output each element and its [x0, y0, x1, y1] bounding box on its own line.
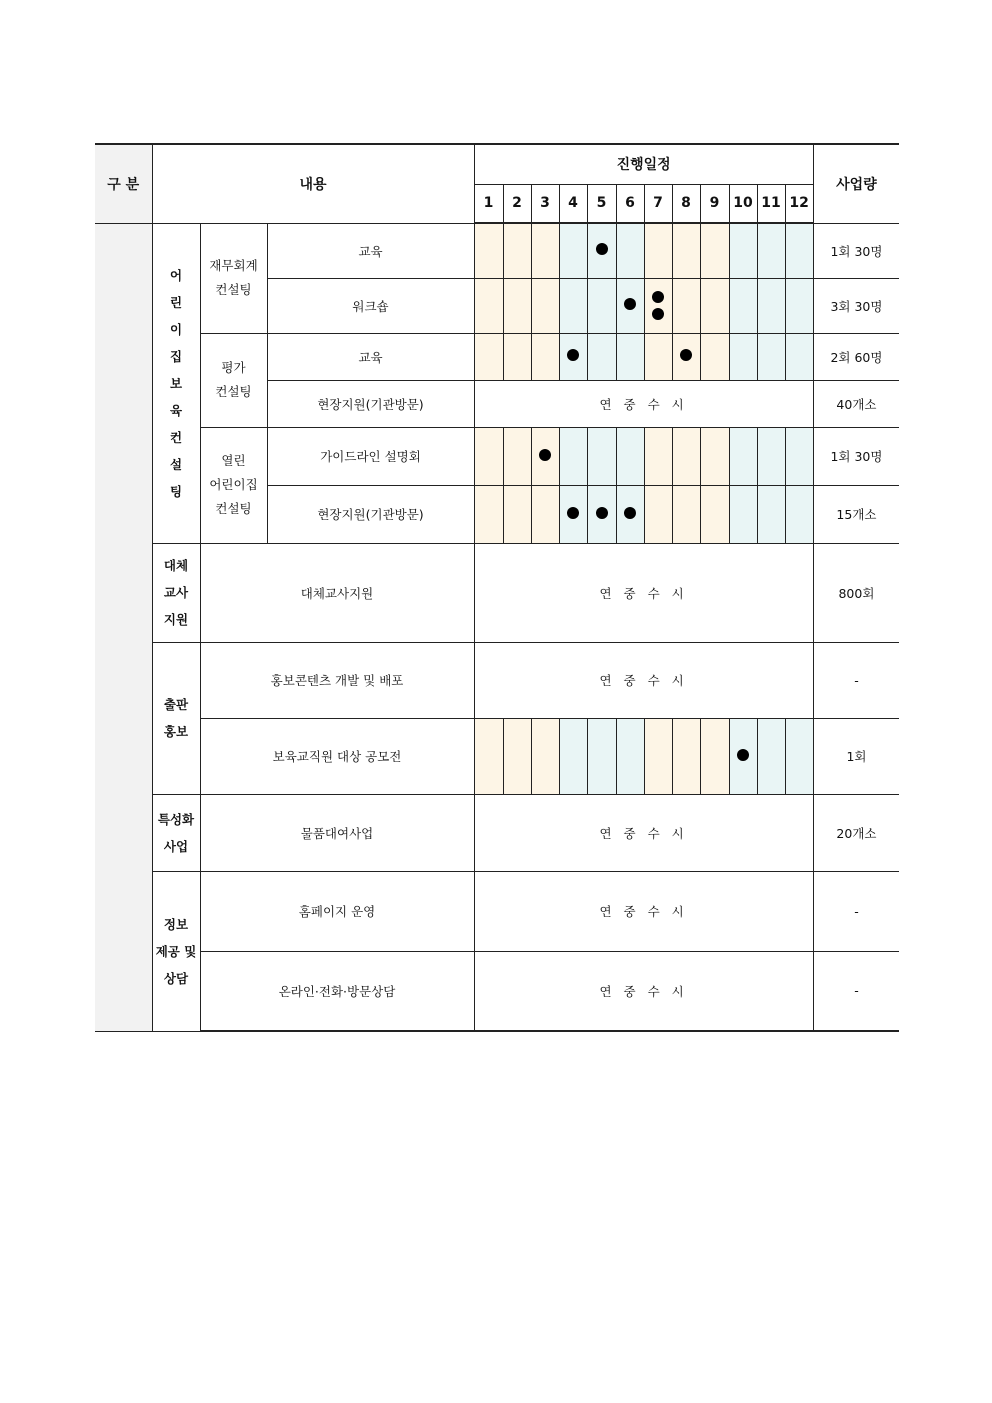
month-cell-1 — [474, 718, 503, 794]
schedule-dot-icon — [652, 291, 664, 303]
month-cell-3 — [531, 718, 559, 794]
header-schedule: 진행일정 — [474, 144, 813, 184]
table-row — [95, 543, 899, 642]
section-label-publish-line: 홍보 — [163, 724, 189, 739]
month-cell-12 — [785, 427, 813, 485]
schedule-dot-icon — [596, 243, 608, 255]
table-row — [95, 718, 899, 794]
row-content: 홈페이지 운영 — [200, 871, 474, 951]
row-amount: - — [813, 642, 899, 718]
group-eval-consulting: 평가 컨설팅 — [200, 333, 267, 427]
month-cell-7 — [644, 223, 672, 278]
month-cell-10 — [729, 278, 757, 333]
month-cell-12 — [785, 333, 813, 380]
row-amount: 1회 30명 — [813, 427, 899, 485]
month-cell-7 — [644, 427, 672, 485]
row-amount: 800회 — [813, 543, 899, 642]
table-row — [95, 333, 899, 380]
section-label-consulting-line: 어 — [169, 267, 183, 283]
month-cell-12 — [785, 718, 813, 794]
month-cell-7 — [644, 485, 672, 543]
section-label-substitute-line: 대체 — [163, 558, 189, 573]
section-label-consulting-line: 컨 — [169, 429, 183, 445]
month-cell-6 — [616, 278, 644, 333]
schedule-dot-icon — [539, 449, 551, 461]
month-cell-3 — [531, 333, 559, 380]
month-cell-10 — [729, 333, 757, 380]
month-cell-10 — [729, 427, 757, 485]
month-cell-3 — [531, 278, 559, 333]
month-cell-4 — [559, 718, 587, 794]
month-cell-3 — [531, 427, 559, 485]
month-header-2: 2 — [503, 184, 531, 223]
month-header-6: 6 — [616, 184, 644, 223]
month-cell-11 — [757, 278, 785, 333]
row-amount: 40개소 — [813, 380, 899, 427]
section-label-publish — [152, 642, 200, 794]
section-label-consulting-line: 육 — [169, 402, 183, 418]
month-header-12: 12 — [785, 184, 813, 223]
row-content: 온라인·전화·방문상담 — [200, 951, 474, 1031]
schedule-year-round: 연 중 수 시 — [474, 543, 813, 642]
month-cell-9 — [700, 333, 729, 380]
row-content: 현장지원(기관방문) — [267, 485, 474, 543]
month-cell-6 — [616, 427, 644, 485]
row-amount: 1회 30명 — [813, 223, 899, 278]
month-cell-3 — [531, 485, 559, 543]
header-amount: 사업량 — [813, 144, 899, 223]
row-amount: - — [813, 871, 899, 951]
section-label-substitute-line: 지원 — [163, 612, 189, 627]
month-cell-1 — [474, 485, 503, 543]
table-row — [95, 642, 899, 718]
section-label-consulting-line: 보 — [169, 375, 183, 391]
month-cell-8 — [672, 278, 700, 333]
month-cell-10 — [729, 223, 757, 278]
row-content: 물품대여사업 — [200, 794, 474, 871]
month-cell-8 — [672, 333, 700, 380]
schedule-year-round: 연 중 수 시 — [474, 642, 813, 718]
row-content: 교육 — [267, 223, 474, 278]
schedule-dot-icon — [680, 349, 692, 361]
month-header-7: 7 — [644, 184, 672, 223]
schedule-year-round: 연 중 수 시 — [474, 794, 813, 871]
month-cell-8 — [672, 427, 700, 485]
section-label-substitute-line: 교사 — [163, 585, 189, 600]
schedule-year-round: 연 중 수 시 — [474, 871, 813, 951]
month-cell-5 — [587, 278, 616, 333]
row-content: 대체교사지원 — [200, 543, 474, 642]
row-content: 보육교직원 대상 공모전 — [200, 718, 474, 794]
month-cell-1 — [474, 278, 503, 333]
month-cell-11 — [757, 223, 785, 278]
month-cell-5 — [587, 485, 616, 543]
month-cell-9 — [700, 427, 729, 485]
month-header-5: 5 — [587, 184, 616, 223]
schedule-dot-icon — [737, 749, 749, 761]
month-cell-11 — [757, 485, 785, 543]
schedule-dot-icon — [567, 349, 579, 361]
month-cell-5 — [587, 333, 616, 380]
month-cell-4 — [559, 278, 587, 333]
schedule-dot-icon — [652, 308, 664, 320]
header-content: 내용 — [152, 144, 474, 223]
section-label-publish-line: 출판 — [163, 697, 189, 712]
month-cell-6 — [616, 718, 644, 794]
section-label-info — [152, 871, 200, 1031]
section-label-special-line: 특성화 — [157, 811, 195, 827]
row-amount: 1회 — [813, 718, 899, 794]
month-cell-8 — [672, 223, 700, 278]
table-row — [95, 871, 899, 951]
month-cell-5 — [587, 223, 616, 278]
schedule-table — [95, 143, 899, 1032]
row-content: 현장지원(기관방문) — [267, 380, 474, 427]
month-cell-2 — [503, 427, 531, 485]
section-label-consulting-line: 팅 — [169, 483, 183, 499]
table-row — [95, 223, 899, 278]
month-cell-4 — [559, 333, 587, 380]
month-cell-3 — [531, 223, 559, 278]
row-amount: 2회 60명 — [813, 333, 899, 380]
month-header-10: 10 — [729, 184, 757, 223]
section-label-substitute — [152, 543, 200, 642]
section-label-info-line: 제공 및 — [155, 943, 197, 959]
section-label-consulting-line: 집 — [169, 348, 183, 364]
section-label-consulting-line: 설 — [169, 456, 183, 472]
schedule-dot-icon — [624, 507, 636, 519]
month-cell-6 — [616, 223, 644, 278]
row-amount: 20개소 — [813, 794, 899, 871]
month-header-3: 3 — [531, 184, 559, 223]
schedule-dot-icon — [596, 507, 608, 519]
month-cell-12 — [785, 223, 813, 278]
month-cell-7 — [644, 278, 672, 333]
month-cell-5 — [587, 718, 616, 794]
month-header-11: 11 — [757, 184, 785, 223]
month-cell-1 — [474, 427, 503, 485]
month-header-4: 4 — [559, 184, 587, 223]
row-amount: 3회 30명 — [813, 278, 899, 333]
month-cell-7 — [644, 333, 672, 380]
month-cell-10 — [729, 485, 757, 543]
month-cell-2 — [503, 223, 531, 278]
month-cell-9 — [700, 278, 729, 333]
month-cell-12 — [785, 278, 813, 333]
month-cell-4 — [559, 223, 587, 278]
month-cell-7 — [644, 718, 672, 794]
section-label-info-line: 상담 — [163, 970, 189, 986]
month-cell-9 — [700, 223, 729, 278]
month-cell-12 — [785, 485, 813, 543]
row-amount: 15개소 — [813, 485, 899, 543]
schedule-year-round: 연 중 수 시 — [474, 380, 813, 427]
month-cell-2 — [503, 718, 531, 794]
month-header-1: 1 — [474, 184, 503, 223]
table-row — [95, 951, 899, 1031]
month-cell-9 — [700, 718, 729, 794]
group-finance-consulting: 재무회계 컨설팅 — [200, 223, 267, 333]
month-cell-4 — [559, 485, 587, 543]
row-content: 워크숍 — [267, 278, 474, 333]
month-cell-6 — [616, 333, 644, 380]
month-header-9: 9 — [700, 184, 729, 223]
month-cell-2 — [503, 485, 531, 543]
section-label-consulting-line: 린 — [169, 294, 183, 310]
section-label-consulting-line: 이 — [169, 321, 183, 337]
month-header-8: 8 — [672, 184, 700, 223]
section-label-consulting — [152, 223, 200, 543]
section-label-info-line: 정보 — [163, 916, 189, 932]
category-column — [95, 223, 152, 1031]
month-cell-2 — [503, 278, 531, 333]
month-cell-1 — [474, 223, 503, 278]
month-cell-4 — [559, 427, 587, 485]
section-label-special-line: 사업 — [163, 838, 189, 854]
group-open-consulting: 열린 어린이집 컨설팅 — [200, 427, 267, 543]
row-content: 가이드라인 설명회 — [267, 427, 474, 485]
table-row — [95, 794, 899, 871]
section-label-special — [152, 794, 200, 871]
month-cell-11 — [757, 333, 785, 380]
schedule-dot-icon — [624, 298, 636, 310]
month-cell-8 — [672, 718, 700, 794]
month-cell-5 — [587, 427, 616, 485]
month-cell-1 — [474, 333, 503, 380]
row-content: 홍보콘텐츠 개발 및 배포 — [200, 642, 474, 718]
schedule-dot-icon — [567, 507, 579, 519]
month-cell-8 — [672, 485, 700, 543]
month-cell-6 — [616, 485, 644, 543]
month-cell-2 — [503, 333, 531, 380]
month-cell-11 — [757, 718, 785, 794]
schedule-year-round: 연 중 수 시 — [474, 951, 813, 1031]
table-row — [95, 427, 899, 485]
row-amount: - — [813, 951, 899, 1031]
row-content: 교육 — [267, 333, 474, 380]
month-cell-11 — [757, 427, 785, 485]
month-cell-9 — [700, 485, 729, 543]
month-cell-10 — [729, 718, 757, 794]
header-category: 구 분 — [95, 144, 152, 223]
